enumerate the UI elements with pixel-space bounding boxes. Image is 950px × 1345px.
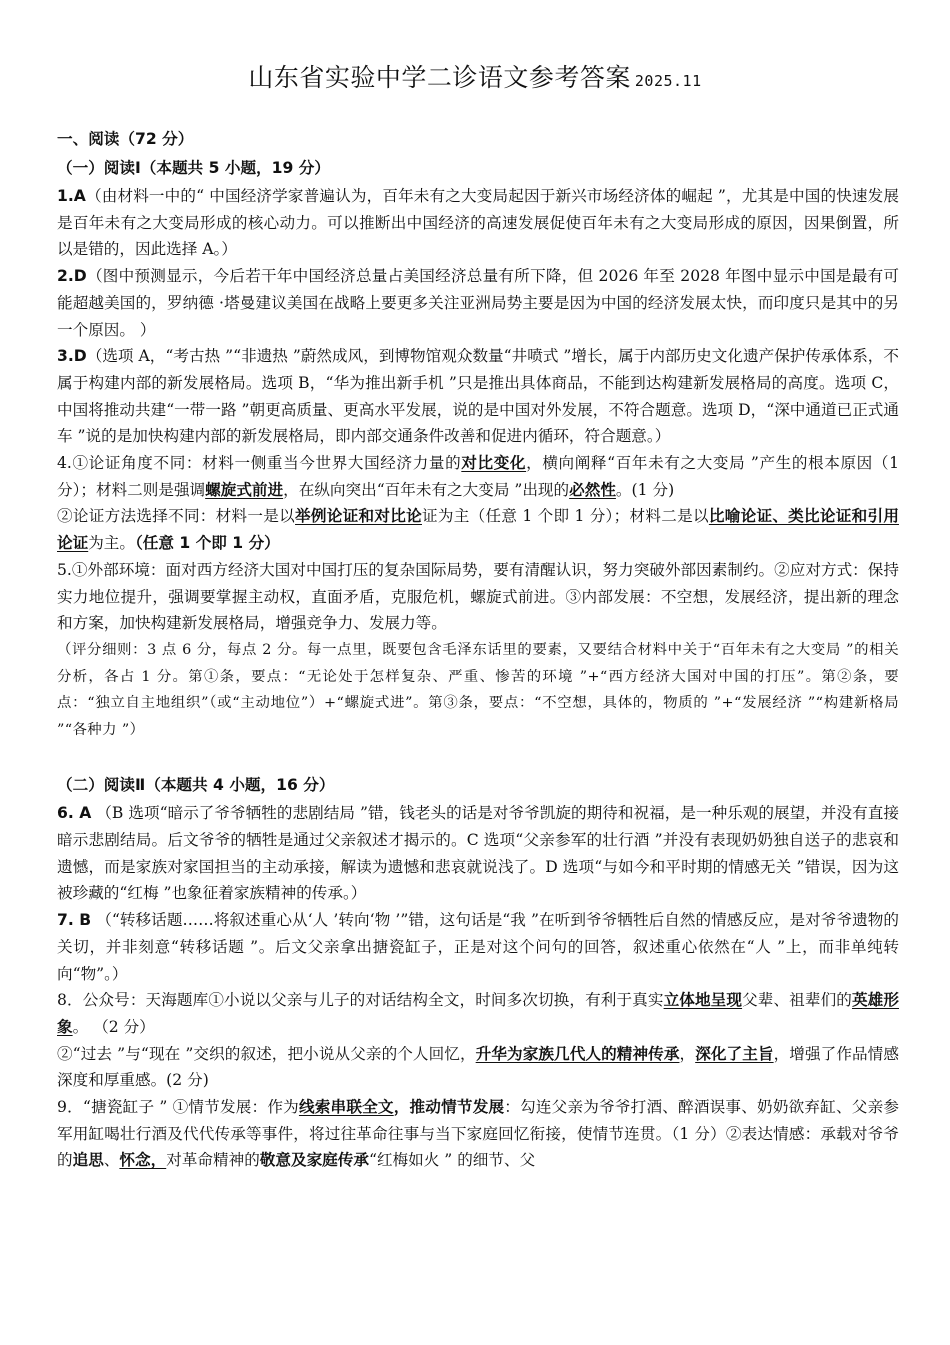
q4-keyword-a: 对比变化 [461,454,527,473]
page-title [0,58,950,94]
answer-q2 [57,263,899,343]
q4-text-b: ，横向阐释“百年未有之大变局 ”产生的根本原因（1 分）；材料二则是强调 [57,454,899,499]
q4-keyword-b: 螺旋式前进 [205,480,284,499]
q9-keyword-d: 敬意及家庭传承 [259,1151,369,1170]
q8-keyword-a: 立体地呈现 [663,991,743,1010]
q1-number: 1.A [57,187,86,205]
answer-q8-part1 [57,987,899,1040]
q4-keyword-c: 必然性 [569,480,616,499]
section-heading-reading: 一、阅读（72 分） [57,130,194,148]
q9-text-a: 9．“搪瓷缸子 ” ①情节发展：作为 [57,1098,299,1117]
q8-keyword-d: 升华为家族几代人的精神传承 [475,1044,680,1063]
answer-q3 [57,343,899,450]
q4-text-d: 。(1 分) [615,480,675,499]
q4-text-g: 为主。 [88,534,135,553]
q8-keyword-b: 英雄形象 [57,991,899,1036]
answer-q7 [57,907,899,987]
q6-number: 6. A [57,804,92,823]
q8-text-d: ②“过去 ”与“现在 ”交织的叙述，把小说从父亲的个人回忆， [57,1044,476,1063]
q9-keyword-c: 怀念， [119,1151,167,1170]
q9-keyword-a: 线索串联全文 [298,1098,394,1117]
q9-keyword-a2: ，推动情节发展 [393,1098,505,1117]
answer-q8-part2 [57,1041,899,1094]
q5-scoring-note: （评分细则：3 点 6 分，每点 2 分。每一点里，既要包含毛泽东话里的要素，又要结合材料中关于“百年未有之大变局 ”的相关分析，各占 1 分。第①条，要点：“无论处于怎样复杂、严重、惨苦的环境 ”+“西方经济大国对中国的打压”。第②条，要点：“独立自主地组织”（或“主动地位”）+“螺旋式进”。第③条，要点：“不空想，具体的，物质的 ”+“发展经济 ”“构建新格局 ”“各种力 ”） [57,641,899,738]
q8-text-f: ，增强了作品情感深度和厚重感。(2 分) [57,1044,899,1090]
title-date: 2025.11 [634,72,702,90]
section-spacer [57,743,899,771]
q9-text-d: 对革命精神的 [166,1151,260,1170]
answer-q5: 5.①外部环境：面对西方经济大国对中国打压的复杂国际局势，要有清醒认识，努力突破外部因素制约。②应对方式：保持实力地位提升，强调要掌握主动权，直面矛盾，克服危机，螺旋式前进。③内部发展：不空想，发展经济，提出新的理念和方案，加快构建新发展格局，增强竞争力、发展力等。 [57,560,899,633]
q4-text-e: ②论证方法选择不同：材料一是以 [57,507,296,526]
q2-number: 2.D [57,267,87,286]
answer-q6 [57,800,899,907]
q2-text: （图中预测显示，今后若干年中国经济总量占美国经济总量有所下降，但 2026 年至 2028 年图中显示中国是最有可能超越美国的，罗纳德 ·塔曼建议美国在战略上要更多关注亚洲局势主要是因为中国的经济发展太快，而印度只是其中的另一个原因。 ） [57,267,899,339]
q9-text-c: 、 [103,1151,120,1170]
q8-text-a: 8．公众号：天海题库①小说以父亲与儿子的对话结构全文，时间多次切换，有利于真实 [57,991,664,1010]
title-text: 山东省实验中学二诊语文参考答案 [248,63,631,92]
q8-text-b: 父辈、祖辈们的 [742,991,852,1010]
q8-text-c: 。 （2 分） [72,1017,155,1036]
answer-q1 [57,183,899,263]
q8-text-e: ， [679,1044,696,1063]
q9-keyword-b: 追思 [72,1151,104,1170]
q4-text-f: 证为主（任意 1 个即 1 分）；材料二是以 [421,507,709,526]
q9-text-e: “红梅如火 ” 的细节、父 [368,1151,536,1170]
answer-q4-part1 [57,450,899,503]
part1-heading: （一）阅读Ⅰ（本题共 5 小题，19 分） [57,159,330,177]
answer-q9 [57,1094,899,1174]
q4-text-a: 4.①论证角度不同：材料一侧重当今世界大国经济力量的 [57,454,462,473]
part2-heading: （二）阅读Ⅱ（本题共 4 小题，16 分） [57,776,335,795]
q1-text: （由材料一中的“ 中国经济学家普遍认为，百年未有之大变局起因于新兴市场经济体的崛起 ”，尤其是中国的快速发展是百年未有之大变局形成的核心动力。可以推断出中国经济的高速发展促使百年未有之大变局形成的原因，因果倒置，所以是错的，因此选择 A。） [57,187,899,259]
q8-keyword-e: 深化了主旨 [695,1044,774,1063]
answer-content [57,125,899,1174]
q3-number: 3.D [57,347,87,366]
q7-number: 7. B [57,911,92,930]
q4-keyword-e: 举例论证和对比论 [295,507,422,526]
q4-text-c: ，在纵向突出“百年未有之大变局 ”出现的 [283,480,570,499]
q7-text: （“转移话题……将叙述重心从‘人 ’转向‘物 ’”错，这句话是“我 ”在听到爷爷牺牲后自然的情感反应，是对爷爷遗物的关切，并非刻意“转移话题 ”。后文父亲拿出搪瓷缸子，正是对这个问句的回答，叙述重心依然在“人 ”上，而非单纯转向“物”。） [57,911,899,983]
q4-keyword-f: 比喻论证、类比论证和引用论证 [57,507,899,553]
q3-text: （选项 A，“考古热 ”“非遗热 ”蔚然成风，到博物馆观众数量“井喷式 ”增长，属于内部历史文化遗产保护传承体系，不属于构建内部的新发展格局。选项 B，“华为推出新手机 ”只是推出具体商品，不能到达构建新发展格局的高度。选项 C，中国将推动共建“一带一路 ”朝更高质量、更高水平发展，说的是中国对外发展，不符合题意。选项 D，“深中通道已正式通车 ”说的是加快构建内部的新发展格局，即内部交通条件改善和促进内循环，符合题意。） [57,347,899,446]
answer-q4-part2 [57,503,899,556]
q6-text: （B 选项“暗示了爷爷牺牲的悲剧结局 ”错，钱老头的话是对爷爷凯旋的期待和祝福，是一种乐观的展望，并没有直接暗示悲剧结局。后文爷爷的牺牲是通过父亲叙述才揭示的。C 选项“父亲参军的壮行酒 ”并没有表现奶奶独自送子的悲哀和遗憾，而是家族对家国担当的主动承接，解读为遗憾和悲哀就说浅了。D 选项“与如今和平时期的情感无关 ”错误，因为这被珍藏的“红梅 ”也象征着家族精神的传承。） [57,804,899,903]
q9-text-b: ：勾连父亲为爷爷打酒、醉酒误事、奶奶欲弃缸、父亲参军用缸喝壮行酒及代代传承等事件，将过往革命往事与当下家庭回忆衔接，使情节连贯。（1 分）②表达情感：承载对爷爷的 [57,1098,899,1170]
q4-score-note: （任意 1 个即 1 分） [135,534,280,553]
